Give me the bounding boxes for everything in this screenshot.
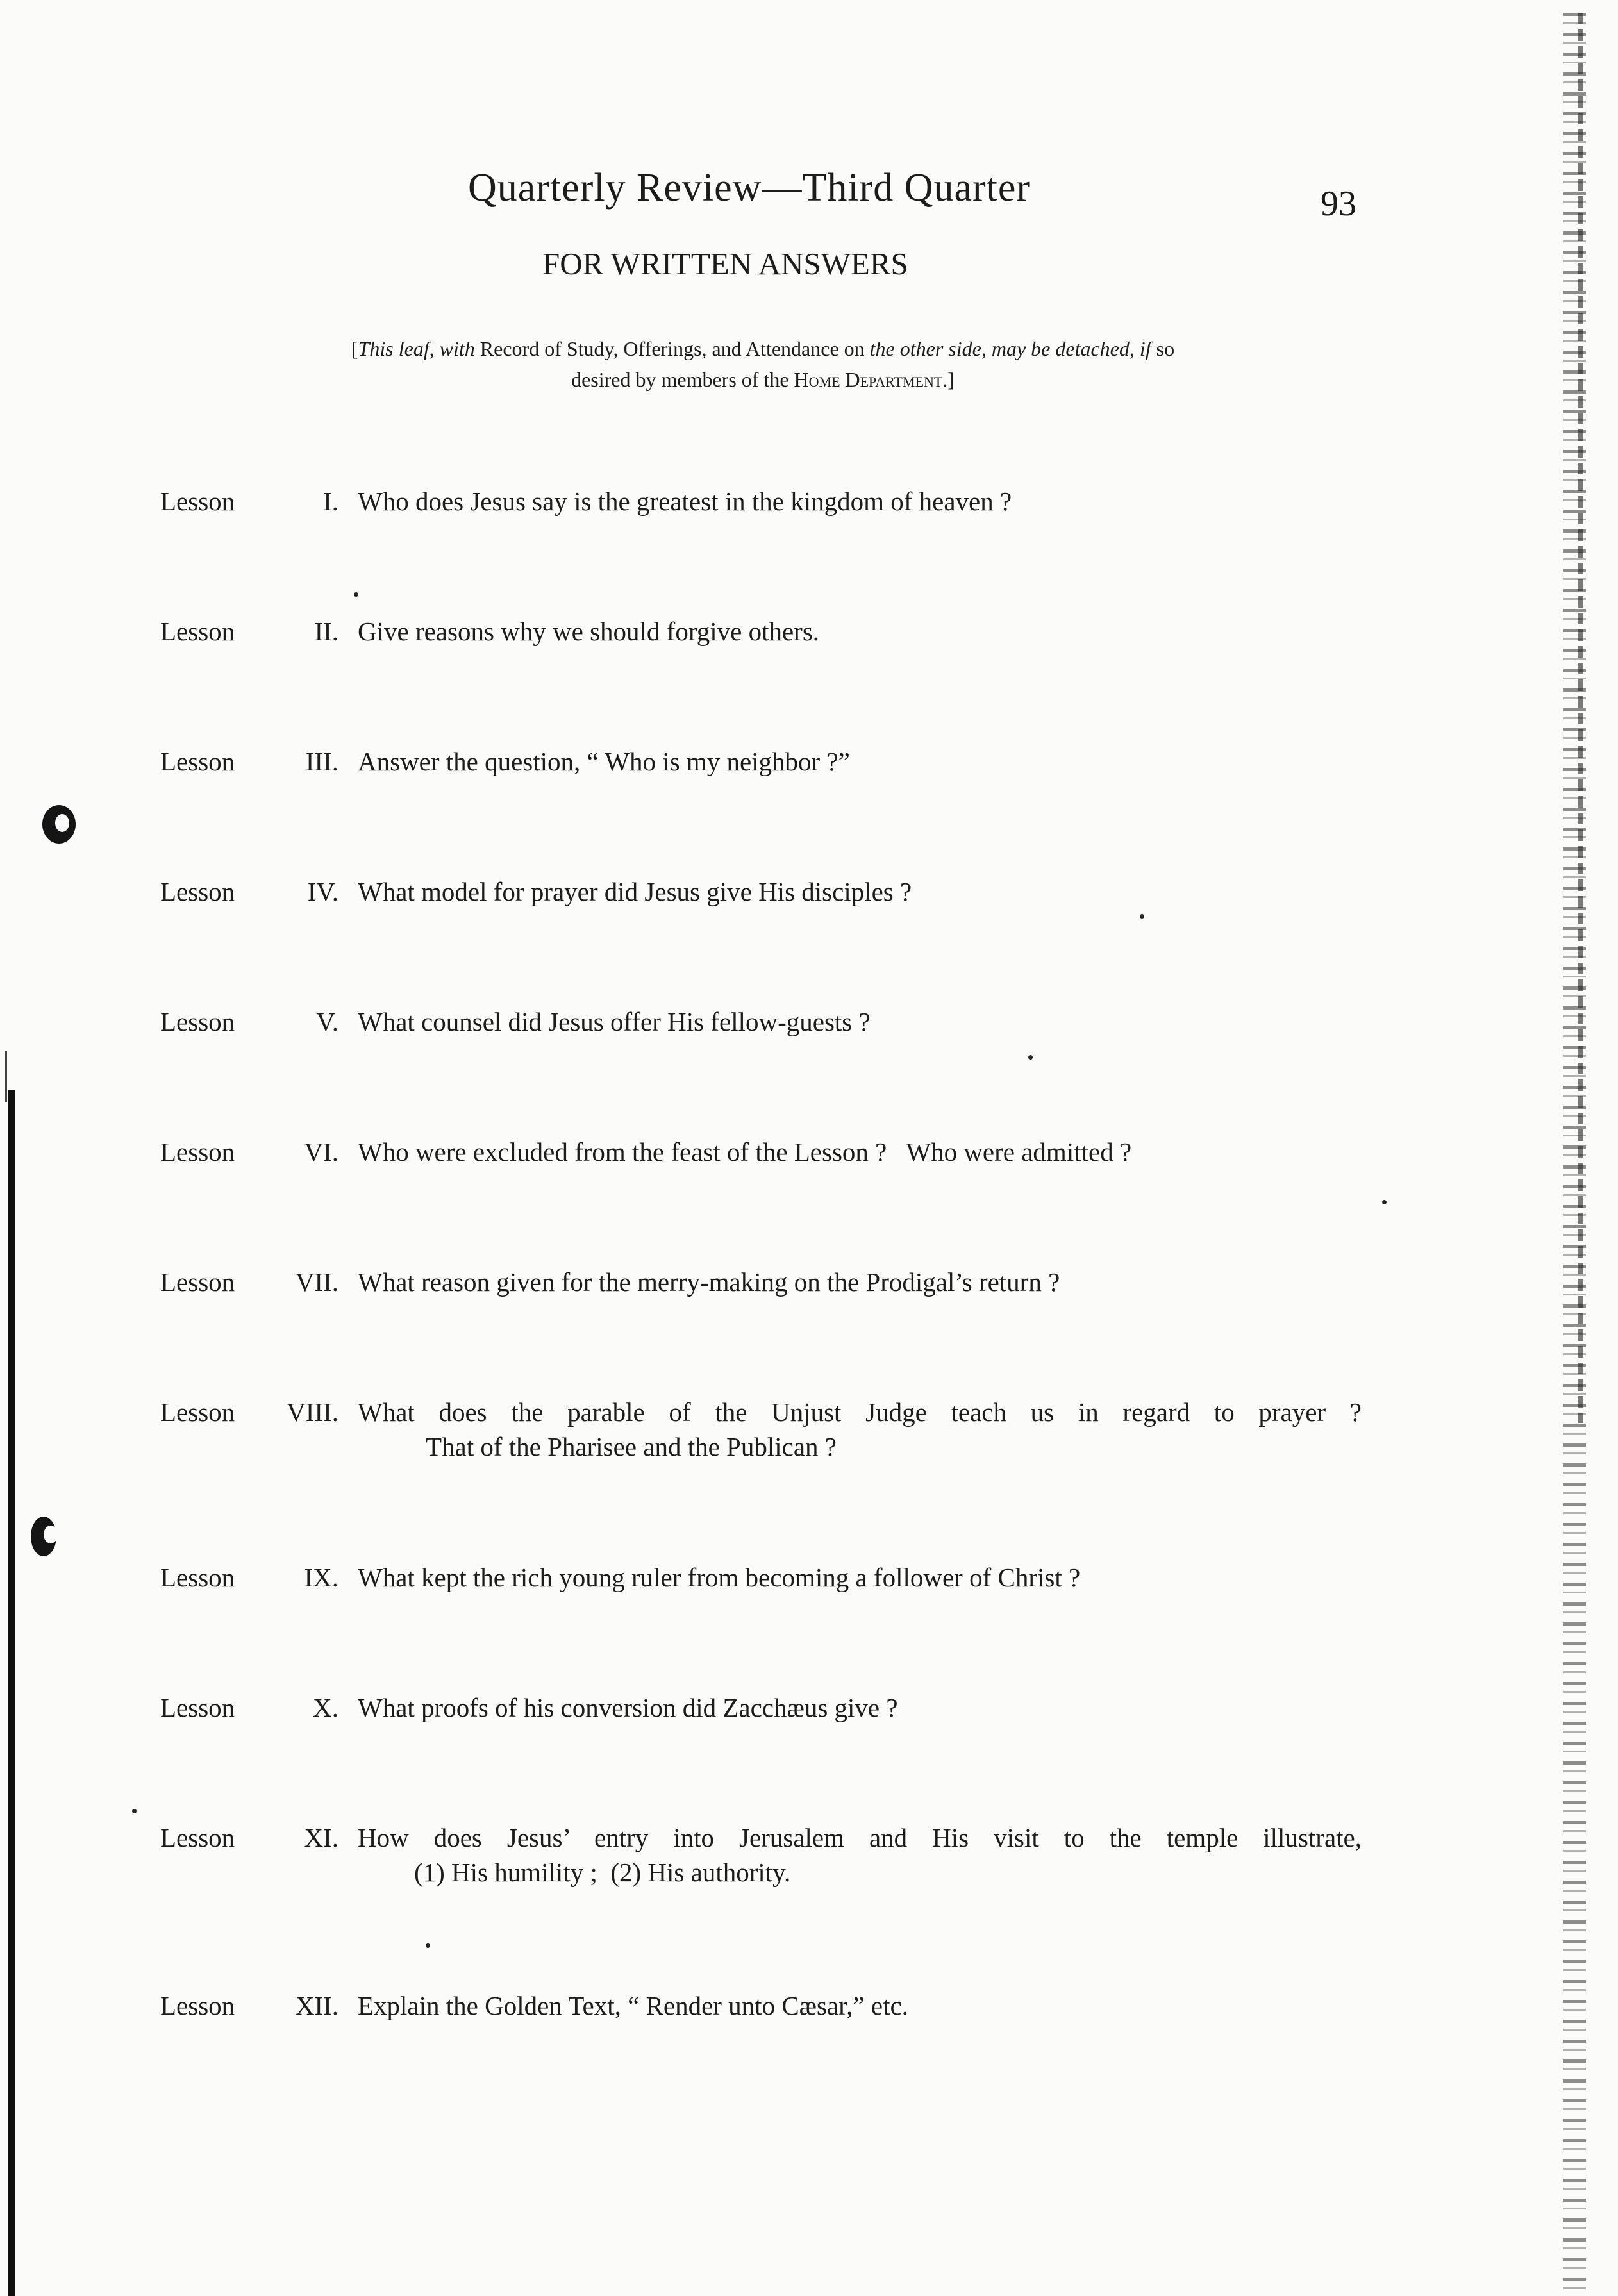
punch-hole-lower (31, 1517, 56, 1556)
lesson-label: Lesson (160, 487, 235, 516)
ink-speck (1382, 1200, 1387, 1204)
lesson-question: What counsel did Jesus offer His fellow-guests ? (358, 1007, 871, 1036)
lesson-label: Lesson (160, 1823, 235, 1852)
lesson-numeral: IV. (307, 877, 338, 906)
lesson-question-continuation: That of the Pharisee and the Publican ? (426, 1432, 837, 1461)
lesson-label: Lesson (160, 747, 235, 776)
lesson-numeral: II. (314, 617, 338, 646)
lesson-numeral: I. (323, 487, 338, 516)
lesson-question: What does the parable of the Unjust Judge teach us in regard to prayer ? (358, 1397, 1362, 1427)
lesson-question: How does Jesus’ entry into Jerusalem and His visit to the temple illustrate, (358, 1823, 1362, 1852)
note-so: so (1156, 337, 1175, 360)
detach-note (179, 333, 1346, 395)
note-this-leaf: This leaf, (358, 337, 435, 360)
note-home-department: Home Department. (794, 368, 948, 391)
page-number: 93 (1321, 184, 1356, 224)
page-title: Quarterly Review—Third Quarter (468, 166, 1031, 210)
lesson-label: Lesson (160, 877, 235, 906)
note-record: Record of Study, Offerings, and Attendance (480, 337, 839, 360)
lesson-numeral: III. (305, 747, 338, 776)
binding-edge-shadow (1578, 13, 1583, 1423)
ink-speck (1028, 1055, 1033, 1060)
lesson-label: Lesson (160, 1397, 235, 1427)
lesson-question: What model for prayer did Jesus give His disciples ? (358, 877, 912, 906)
lesson-question: What proofs of his conversion did Zacchæus give ? (358, 1693, 898, 1722)
lesson-question: Answer the question, “ Who is my neighbor ?” (358, 747, 850, 776)
lesson-numeral: XII. (295, 1991, 338, 2020)
lesson-numeral: VII. (295, 1267, 338, 1297)
lesson-numeral: XI. (304, 1823, 338, 1852)
punch-hole-upper (42, 805, 76, 844)
note-if: if (1139, 337, 1151, 360)
note-on: on (844, 337, 865, 360)
note-desired: desired by members of the (571, 368, 789, 391)
lesson-question: Who were excluded from the feast of the Lesson ? Who were admitted ? (358, 1137, 1132, 1167)
note-other-side: the other side, (869, 337, 987, 360)
lesson-question: Who does Jesus say is the greatest in the kingdom of heaven ? (358, 487, 1012, 516)
lesson-numeral: VIII. (287, 1397, 338, 1427)
lesson-numeral: IX. (304, 1563, 338, 1592)
lesson-numeral: X. (313, 1693, 338, 1722)
lesson-label: Lesson (160, 1563, 235, 1592)
ink-speck (426, 1943, 430, 1948)
note-with: with (439, 337, 475, 360)
left-edge-shadow (8, 1090, 15, 2296)
lesson-label: Lesson (160, 1007, 235, 1036)
lesson-label: Lesson (160, 617, 235, 646)
ink-speck (1140, 914, 1144, 919)
ink-speck (354, 592, 358, 597)
lesson-question: Explain the Golden Text, “ Render unto Cæsar,” etc. (358, 1991, 908, 2020)
lesson-question: Give reasons why we should forgive others. (358, 617, 820, 646)
lesson-label: Lesson (160, 1137, 235, 1167)
lesson-label: Lesson (160, 1267, 235, 1297)
section-subtitle: FOR WRITTEN ANSWERS (542, 246, 908, 281)
lesson-label: Lesson (160, 1991, 235, 2020)
lesson-numeral: V. (316, 1007, 338, 1036)
lesson-question-continuation: (1) His humility ; (2) His authority. (414, 1858, 791, 1887)
lesson-question: What kept the rich young ruler from becoming a follower of Christ ? (358, 1563, 1081, 1592)
lesson-numeral: VI. (304, 1137, 338, 1167)
ink-speck (132, 1809, 137, 1813)
left-edge-mark (5, 1051, 7, 1102)
lesson-label: Lesson (160, 1693, 235, 1722)
note-may-be-detached: may be detached, (991, 337, 1135, 360)
note-open-bracket: [ (351, 337, 358, 360)
note-close-bracket: ] (947, 368, 955, 391)
lesson-question: What reason given for the merry-making on the Prodigal’s return ? (358, 1267, 1060, 1297)
